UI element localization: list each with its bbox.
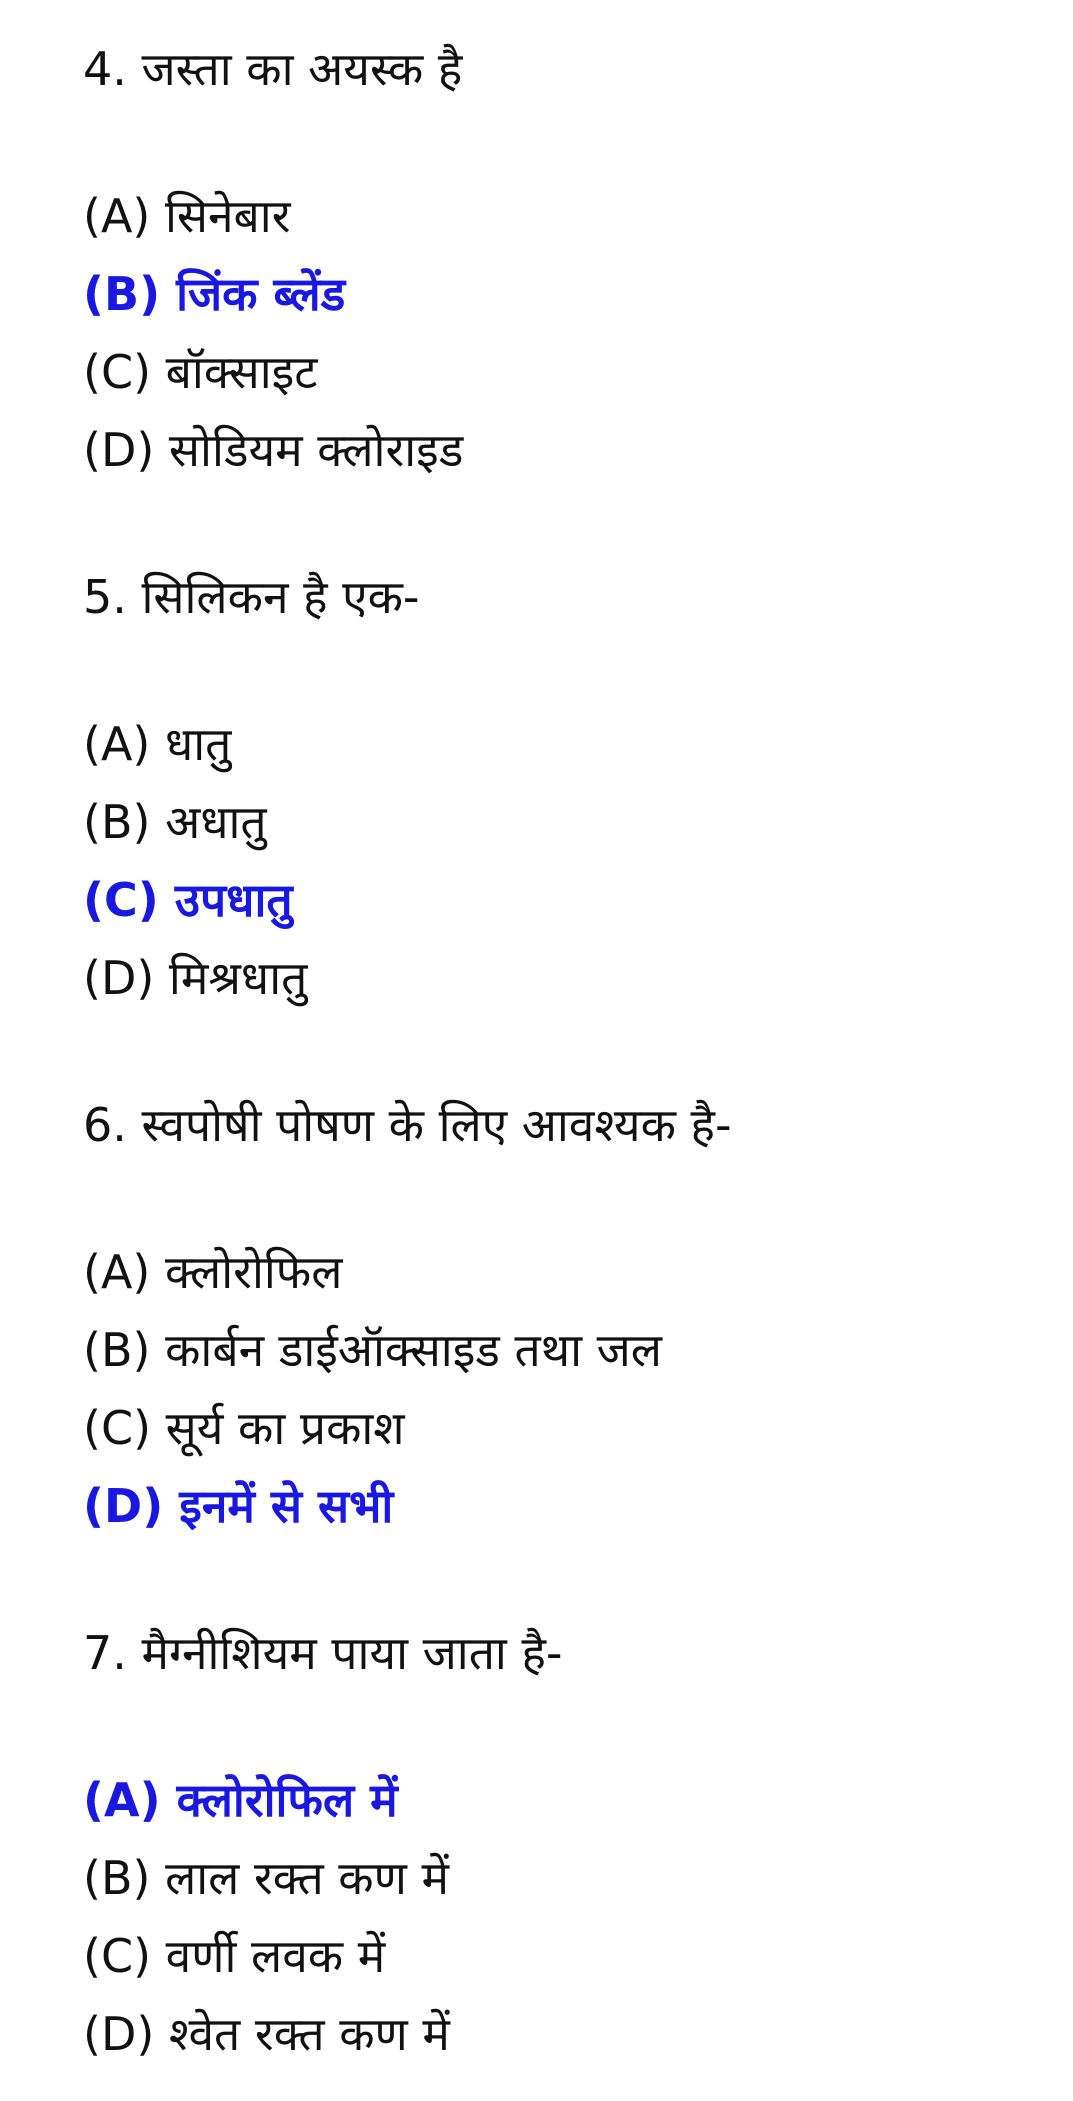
question-6	[83, 1086, 1043, 1545]
option-d: (D) सोडियम क्लोराइड	[83, 423, 464, 477]
option-a: (A) धातु	[83, 717, 232, 771]
option-b: (B) कार्बन डाईऑक्साइड तथा जल	[83, 1323, 662, 1377]
quiz-document	[83, 30, 1043, 2073]
option-b: (B) अधातु	[83, 795, 267, 849]
option-a-correct: (A) क्लोरोफिल में	[83, 1773, 398, 1827]
question-spacer	[83, 1164, 1043, 1233]
option-c: (C) बॉक्साइट	[83, 345, 318, 399]
question-text: 5. सिलिकन है एक-	[83, 570, 420, 624]
option-a: (A) क्लोरोफिल	[83, 1245, 343, 1299]
option-d: (D) श्वेत रक्त कण में	[83, 2007, 450, 2061]
question-gap	[83, 1545, 1043, 1614]
question-spacer	[83, 108, 1043, 177]
option-d-correct: (D) इनमें से सभी	[83, 1479, 394, 1533]
question-7	[83, 1614, 1043, 2073]
question-4	[83, 30, 1043, 489]
question-text: 4. जस्ता का अयस्क है	[83, 42, 463, 96]
question-spacer	[83, 636, 1043, 705]
question-gap	[83, 489, 1043, 558]
question-gap	[83, 1017, 1043, 1086]
option-c-correct: (C) उपधातु	[83, 873, 293, 927]
option-c: (C) वर्णी लवक में	[83, 1929, 386, 1983]
question-spacer	[83, 1692, 1043, 1761]
question-text: 7. मैग्नीशियम पाया जाता है-	[83, 1626, 563, 1680]
option-c: (C) सूर्य का प्रकाश	[83, 1401, 405, 1455]
option-b: (B) लाल रक्त कण में	[83, 1851, 450, 1905]
option-a: (A) सिनेबार	[83, 189, 291, 243]
option-b-correct: (B) जिंक ब्लेंड	[83, 267, 346, 321]
question-5	[83, 558, 1043, 1017]
option-d: (D) मिश्रधातु	[83, 951, 308, 1005]
question-text: 6. स्वपोषी पोषण के लिए आवश्यक है-	[83, 1098, 732, 1152]
